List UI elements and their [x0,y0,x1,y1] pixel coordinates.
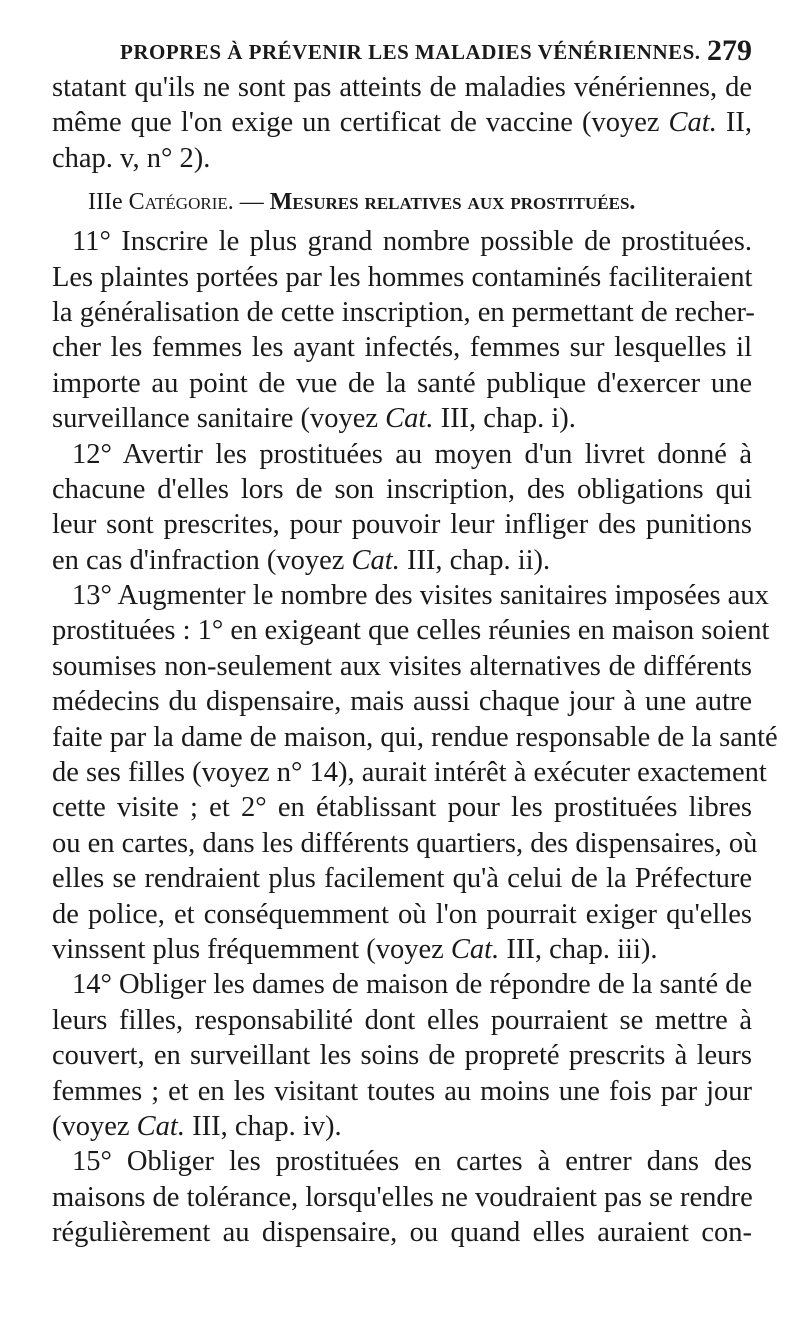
text-line: régulièrement au dispensaire, ou quand elles auraient con- [52,1217,752,1249]
paragraph-11 [52,224,755,436]
paragraph-14 [52,967,752,1144]
text-line: vinssent plus fréquemment (voyez Cat. III, chap. iii). [52,933,658,965]
text-line: surveillance sanitaire (voyez Cat. III, chap. i). [52,403,576,435]
page-body [52,70,778,1251]
section-category: Catégorie. [128,189,234,216]
running-title: PROPRES À PRÉVENIR LES MALADIES VÉNÉRIENNES. [120,40,701,64]
section-number: IIIe [88,189,123,216]
text-line: importe au point de vue de la santé publique d'exercer une [52,367,752,399]
text-line: 15° Obliger les prostituées en cartes à entrer dans des [72,1146,752,1178]
text-line: 14° Obliger les dames de maison de répondre de la santé de [72,969,753,1001]
text-line: cher les femmes les ayant infectés, femmes sur lesquelles il [52,332,752,364]
text-line: (voyez Cat. III, chap. iv). [52,1110,342,1142]
text-line: de ses filles (voyez n° 14), aurait intérêt à exécuter exactement [52,757,767,789]
text-line: elles se rendraient plus facilement qu'à celui de la Préfecture [52,863,752,895]
section-heading [52,180,752,224]
text-line: femmes ; et en les visitant toutes au moins une fois par jour [52,1075,752,1107]
text-line: statant qu'ils ne sont pas atteints de maladies vénériennes, de [52,72,752,103]
paragraph-15 [52,1144,752,1250]
text-line: soumises non-seulement aux visites alternatives de différents [52,650,752,682]
text-line: maisons de tolérance, lorsqu'elles ne voudraient pas se rendre [52,1181,753,1213]
page-number: 279 [707,34,752,67]
section-dash: — [233,189,270,216]
paragraph-13 [52,578,778,967]
text-line: ou en cartes, dans les différents quartiers, des dispensaires, où [52,827,758,859]
text-line: couvert, en surveillant les soins de propreté prescrits à leurs [52,1040,752,1072]
text-line: 12° Avertir les prostituées au moyen d'un livret donné à [72,438,752,470]
text-line: en cas d'infraction (voyez Cat. III, chap. ii). [52,544,551,576]
text-line: médecins du dispensaire, mais aussi chaque jour à une autre [52,686,752,718]
paragraph-continuation [52,70,752,176]
text-line: 13° Augmenter le nombre des visites sanitaires imposées aux [72,580,769,612]
text-line: chacune d'elles lors de son inscription, des obligations qui [52,473,752,505]
text-line: 11° Inscrire le plus grand nombre possible de prostituées. [72,226,752,258]
text-line: même que l'on exige un certificat de vaccine (voyez Cat. II, [52,107,752,139]
text-line: leur sont prescrites, pour pouvoir leur infliger des punitions [52,509,752,541]
text-line: la généralisation de cette inscription, en permettant de recher- [52,296,755,328]
text-line: leurs filles, responsabilité dont elles pourraient se mettre à [52,1004,752,1036]
running-head [0,34,800,74]
paragraph-12 [52,437,752,579]
text-line: cette visite ; et 2° en établissant pour les prostituées libres [52,792,752,824]
text-line: Les plaintes portées par les hommes contaminés faciliteraient [52,261,753,293]
text-line: de police, et conséquemment où l'on pourrait exiger qu'elles [52,898,752,930]
text-line: faite par la dame de maison, qui, rendue responsable de la santé [52,721,778,753]
text-line: prostituées : 1° en exigeant que celles réunies en maison soient [52,615,770,647]
section-title: Mesures relatives aux prostituées. [269,189,636,216]
text-line: chap. v, n° 2). [52,142,211,174]
